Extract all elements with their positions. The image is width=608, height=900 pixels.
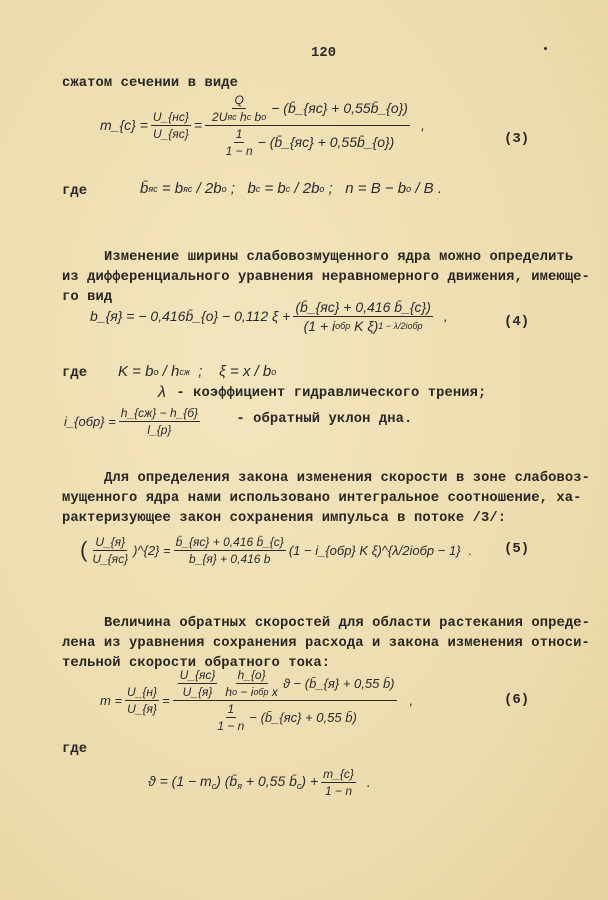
eq3-numerator-rest: − (b̄_{яс} + 0,55b̄_{o}) [271, 100, 408, 116]
denominator [219, 126, 397, 158]
eq5-close: )^{2} = [133, 542, 171, 558]
eq5-r-denominator: b_{я} + 0,416 b [188, 551, 271, 566]
math-term: = [193, 117, 203, 133]
page-number: 120 [311, 46, 337, 61]
equation-number-5: (5) [504, 541, 530, 557]
eq6-a-denominator: U_{я} [182, 684, 213, 699]
fraction [178, 668, 218, 699]
math-term: Q [234, 92, 244, 107]
math-term: , [409, 692, 414, 708]
eq5-r-numerator: b̄_{яс} + 0,416 b̄_{c} [175, 534, 284, 549]
math-term: m = [100, 692, 123, 708]
para1-line1: Изменение ширины слабовозмущенного ядра можно определить [104, 250, 574, 265]
eq4-numerator: (b̄_{яс} + 0,416 b̄_{c}) [295, 298, 431, 315]
math-term: ( [80, 537, 88, 562]
equation-5 [80, 528, 472, 572]
para3-line2: лена из уравнения сохранения расхода и закона изменения относи- [62, 636, 590, 651]
math-term: 1 − n [217, 718, 245, 733]
slope-denominator: l_{р} [147, 422, 172, 437]
eq4-lhs: b_{я} = − 0,416b̄_{o} − 0,112 ξ + [90, 308, 291, 324]
eq6-f-numerator: U_{н} [127, 684, 158, 699]
paragraph-3 [62, 594, 590, 674]
slope-numerator: h_{сж} − h_{б} [120, 405, 199, 420]
eq3-f1-denominator: U_{яс} [152, 126, 189, 141]
fraction [90, 535, 130, 566]
para3-line3: тельной скорости обратного тока: [62, 656, 331, 671]
intro-text: сжатом сечении в виде [62, 76, 238, 91]
para2-line1: Для определения закона изменения скорости в зоне слабовоз- [104, 471, 591, 486]
where-label-2: где [62, 366, 88, 381]
lambda-symbol: λ [158, 384, 166, 401]
math-term: , [443, 308, 448, 324]
slope-lhs: i_{обр} = [64, 413, 116, 429]
denominator [210, 701, 358, 733]
eq5-tail: (1 − i_{обр} K ξ)^{λ/2iобр − 1} [288, 542, 461, 558]
fraction [174, 535, 286, 566]
eq7-numerator: m_{c} [323, 766, 354, 781]
eq6-a-numerator: U_{яс} [179, 667, 216, 682]
math-term: , [420, 117, 425, 133]
where-label-3: где [62, 742, 88, 757]
slope-description: - обратный уклон дна. [228, 412, 413, 427]
numerator [173, 668, 397, 701]
where-label-1: где [62, 184, 88, 199]
math-term: 1 [235, 126, 243, 141]
fraction [125, 685, 159, 716]
para2-line3: рактеризующее закон сохранения импульса в потоке /3/: [62, 511, 507, 526]
eq3-denominator-rest: − (b̄_{яс} + 0,55b̄_{o}) [257, 134, 395, 150]
fraction [215, 702, 246, 733]
equation-number-3: (3) [504, 131, 530, 147]
eq5-f-numerator: U_{я} [95, 534, 126, 549]
fraction [210, 93, 268, 124]
equation-4 [90, 292, 448, 340]
eq6-f-denominator: U_{я} [127, 701, 157, 716]
where-definitions-1: b̄ яс = b яс / 2b o ; b c = b c / 2b o ; n = B − b o / B . [140, 180, 443, 197]
eq6-denominator-rest: − (b̄_{яс} + 0,55 b̄) [249, 709, 357, 725]
fraction [205, 93, 410, 158]
equation-3 [100, 90, 425, 160]
eq3-f1-numerator: U_{нс} [152, 109, 189, 124]
fraction [224, 127, 255, 158]
eq3-lhs: m_{c} = [100, 117, 148, 133]
math-term: = [162, 692, 170, 708]
math-term: h o − i обр x [225, 684, 278, 699]
fraction [321, 767, 356, 798]
slope-formula [64, 404, 203, 438]
para1-line3: го вид [62, 290, 113, 305]
math-term: 1 − n [324, 783, 353, 798]
fraction [293, 299, 433, 334]
where-definitions-2: K = b o / h сж ; ξ = x / b o [118, 363, 277, 380]
math-term: 1 − n [225, 143, 253, 158]
numerator [205, 93, 410, 126]
fraction [151, 110, 191, 141]
math-term: . [366, 774, 371, 790]
speck [544, 47, 547, 50]
eq5-f-denominator: U_{яс} [92, 551, 129, 566]
fraction [119, 406, 200, 437]
math-term: $ϑ = (1 - m_c)$ ($b̄_я + 0,55$ $b̄_c$) + [148, 773, 319, 791]
eq6-numerator-rest: ϑ − (b̄_{я} + 0,55 b̄) [282, 675, 395, 691]
equation-number-4: (4) [504, 314, 530, 330]
math-term: 2U яс h c b o [212, 109, 267, 124]
para1-line2: из дифференциального уравнения неравномерного движения, имеюще- [62, 270, 590, 285]
lambda-description: - коэффициент гидравлического трения; [168, 386, 487, 401]
equation-number-6: (6) [504, 692, 530, 708]
para3-line1: Величина обратных скоростей для области растекания опреде- [104, 616, 591, 631]
para2-line2: мущенного ядра нами использовано интегральное соотношение, ха- [62, 491, 582, 506]
fraction [223, 668, 279, 699]
paragraph-2 [62, 449, 590, 529]
math-term: . [468, 542, 473, 558]
fraction [173, 668, 397, 733]
eq6-b-numerator: h_{o} [237, 667, 266, 682]
equation-7 [148, 764, 371, 800]
math-term: (1 + i обр K ξ) 1 − λ/2iобр [303, 317, 423, 334]
equation-6 [100, 667, 414, 733]
math-term: 1 [227, 701, 235, 716]
